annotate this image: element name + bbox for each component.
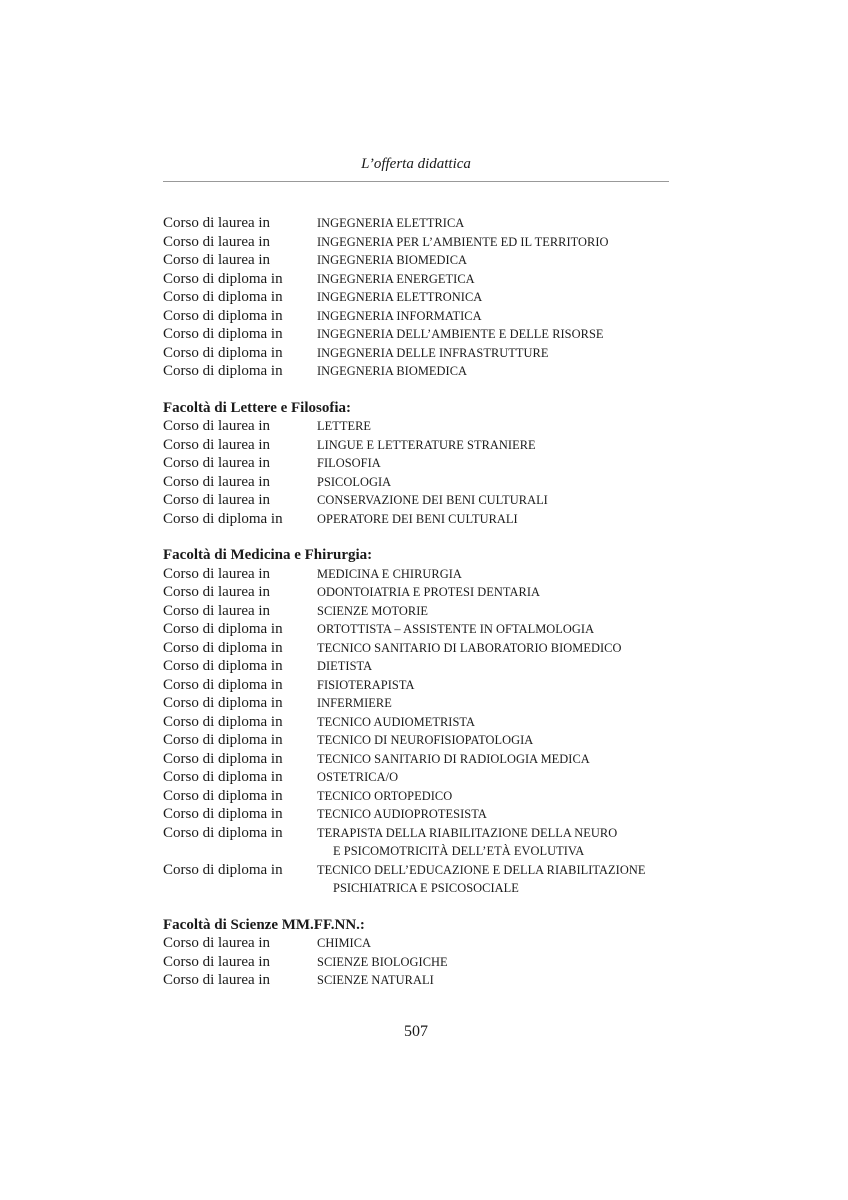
- course-type-label: Corso di diploma in: [163, 658, 283, 674]
- course-type-label: Corso di laurea in: [163, 233, 271, 250]
- course-row: [163, 934, 683, 953]
- course-name: [317, 417, 371, 436]
- faculty-heading: Facoltà di Scienze MM.FF.NN.:: [163, 916, 365, 933]
- course-name-line: ODONTOIATRIA E PROTESI DENTARIA: [317, 585, 541, 599]
- course-name: [317, 436, 536, 455]
- course-type-label: Corso di diploma in: [163, 824, 283, 841]
- course-name-line: LINGUE E LETTERATURE STRANIERE: [317, 437, 536, 452]
- course-row: [163, 491, 683, 510]
- course-name: [317, 454, 381, 473]
- course-name-line: ORTOTTISTA – ASSISTENTE IN OFTALMOLOGIA: [317, 622, 595, 636]
- course-row: [163, 750, 683, 769]
- course-name-line: TECNICO SANITARIO DI LABORATORIO BIOMEDICO: [317, 640, 622, 655]
- course-name-continuation: E PSICOMOTRICITÀ DELL’ETÀ EVOLUTIVA: [333, 844, 585, 858]
- course-name-line: INGEGNERIA INFORMATICA: [317, 308, 482, 323]
- course-row: [163, 270, 683, 289]
- course-name-line: TECNICO ORTOPEDICO: [317, 788, 453, 803]
- course-row: [163, 694, 683, 713]
- course-name-line: CHIMICA: [317, 936, 372, 950]
- course-name: [317, 214, 464, 233]
- course-name: [317, 233, 609, 252]
- course-name: [317, 694, 392, 713]
- course-name: [317, 639, 621, 658]
- course-row: [163, 805, 683, 824]
- course-type-label: Corso di laurea in: [163, 935, 271, 951]
- course-name-line: SCIENZE NATURALI: [317, 973, 434, 987]
- course-row: [163, 620, 683, 639]
- course-row: [163, 454, 683, 473]
- course-name: [317, 713, 475, 732]
- course-row: [163, 473, 683, 492]
- course-name-line: INGEGNERIA BIOMEDICA: [317, 253, 468, 267]
- course-name-line: TECNICO SANITARIO DI RADIOLOGIA MEDICA: [317, 751, 590, 766]
- course-name: [317, 491, 548, 510]
- course-row: [163, 861, 683, 898]
- course-row: [163, 307, 683, 326]
- course-name-line: INGEGNERIA DELL’AMBIENTE E DELLE RISORSE: [317, 327, 604, 341]
- course-name-line: DIETISTA: [317, 659, 373, 673]
- course-name: [317, 602, 428, 621]
- course-row: [163, 657, 683, 676]
- course-type-label: Corso di diploma in: [163, 639, 283, 656]
- course-name-line: SCIENZE MOTORIE: [317, 603, 429, 618]
- course-type-label: Corso di diploma in: [163, 750, 283, 767]
- course-name-line: TECNICO AUDIOPROTESISTA: [317, 807, 487, 821]
- course-row: [163, 713, 683, 732]
- course-row: [163, 602, 683, 621]
- course-row: [163, 288, 683, 307]
- course-name-line: INGEGNERIA BIOMEDICA: [317, 364, 468, 378]
- course-name-line: SCIENZE BIOLOGICHE: [317, 954, 448, 969]
- course-name: [317, 861, 645, 898]
- course-row: [163, 953, 683, 972]
- course-name: [317, 934, 371, 953]
- course-type-label: Corso di laurea in: [163, 252, 271, 268]
- course-name-line: INFERMIERE: [317, 696, 392, 710]
- course-type-label: Corso di diploma in: [163, 861, 283, 878]
- course-type-label: Corso di diploma in: [163, 344, 283, 361]
- course-name: [317, 731, 533, 750]
- course-name: [317, 307, 482, 326]
- course-type-label: Corso di diploma in: [163, 769, 283, 785]
- course-name: [317, 805, 487, 824]
- course-name-line: INGEGNERIA ELETTRICA: [317, 216, 465, 230]
- course-row: [163, 233, 683, 252]
- course-name-line: INGEGNERIA ENERGETICA: [317, 271, 475, 286]
- course-name-line: INGEGNERIA ELETTRONICA: [317, 290, 483, 304]
- course-type-label: Corso di diploma in: [163, 787, 283, 804]
- course-name: [317, 251, 467, 270]
- course-type-label: Corso di diploma in: [163, 676, 283, 693]
- course-type-label: Corso di laurea in: [163, 473, 271, 490]
- course-name-line: TERAPISTA DELLA RIABILITAZIONE DELLA NEURO: [317, 825, 618, 840]
- course-name-line: FISIOTERAPISTA: [317, 677, 415, 692]
- course-type-label: Corso di diploma in: [163, 695, 283, 711]
- faculty-heading: Facoltà di Medicina e Fhirurgia:: [163, 547, 373, 563]
- course-name: [317, 288, 482, 307]
- course-type-label: Corso di laurea in: [163, 455, 271, 471]
- page-number: 507: [404, 1023, 428, 1040]
- course-name: [317, 362, 467, 381]
- course-type-label: Corso di diploma in: [163, 621, 283, 637]
- course-type-label: Corso di diploma in: [163, 307, 283, 324]
- course-name-line: LETTERE: [317, 419, 372, 433]
- course-type-label: Corso di laurea in: [163, 953, 271, 970]
- course-name: [317, 473, 391, 492]
- course-row: [163, 676, 683, 695]
- course-row: [163, 971, 683, 990]
- course-row: [163, 565, 683, 584]
- course-name: [317, 565, 462, 584]
- course-name: [317, 953, 448, 972]
- course-name-line: MEDICINA E CHIRURGIA: [317, 566, 462, 581]
- course-name-line: CONSERVAZIONE DEI BENI CULTURALI: [317, 493, 548, 507]
- course-name: [317, 657, 372, 676]
- course-type-label: Corso di diploma in: [163, 326, 283, 342]
- course-name-continuation: PSICHIATRICA E PSICOSOCIALE: [333, 881, 519, 895]
- course-type-label: Corso di laurea in: [163, 602, 271, 619]
- course-name: [317, 270, 475, 289]
- course-type-label: Corso di laurea in: [163, 972, 271, 988]
- course-row: [163, 325, 683, 344]
- course-row: [163, 583, 683, 602]
- course-type-label: Corso di diploma in: [163, 289, 283, 305]
- course-name: [317, 787, 452, 806]
- header-rule: [163, 181, 669, 182]
- course-name-line: OPERATORE DEI BENI CULTURALI: [317, 511, 518, 526]
- course-row: [163, 787, 683, 806]
- course-row: [163, 251, 683, 270]
- course-row: [163, 344, 683, 363]
- course-row: [163, 417, 683, 436]
- course-type-label: Corso di diploma in: [163, 806, 283, 822]
- course-name-line: TECNICO DELL’EDUCAZIONE E DELLA RIABILITAZIONE: [317, 862, 646, 877]
- course-type-label: Corso di laurea in: [163, 584, 271, 600]
- course-row: [163, 214, 683, 233]
- course-type-label: Corso di diploma in: [163, 510, 283, 527]
- course-row: [163, 362, 683, 381]
- course-name: [317, 676, 414, 695]
- course-row: [163, 768, 683, 787]
- course-name: [317, 768, 398, 787]
- course-row: [163, 639, 683, 658]
- course-name-line: FILOSOFIA: [317, 456, 381, 470]
- running-head: L’offerta didattica: [361, 156, 471, 172]
- course-row: [163, 824, 683, 861]
- course-name-line: PSICOLOGIA: [317, 474, 392, 489]
- course-name: [317, 971, 434, 990]
- course-row: [163, 510, 683, 529]
- course-name-line: INGEGNERIA DELLE INFRASTRUTTURE: [317, 345, 549, 360]
- course-type-label: Corso di diploma in: [163, 713, 283, 730]
- course-name-line: TECNICO AUDIOMETRISTA: [317, 714, 476, 729]
- course-type-label: Corso di laurea in: [163, 418, 271, 434]
- course-name: [317, 344, 548, 363]
- course-type-label: Corso di laurea in: [163, 215, 271, 231]
- course-name: [317, 325, 604, 344]
- faculty-heading: Facoltà di Lettere e Filosofia:: [163, 399, 351, 416]
- course-type-label: Corso di laurea in: [163, 492, 271, 508]
- course-name-line: INGEGNERIA PER L’AMBIENTE ED IL TERRITORIO: [317, 234, 609, 249]
- course-listing: [163, 214, 683, 990]
- course-name: [317, 620, 594, 639]
- course-name: [317, 824, 617, 861]
- course-name-line: TECNICO DI NEUROFISIOPATOLOGIA: [317, 733, 534, 747]
- course-type-label: Corso di laurea in: [163, 436, 271, 453]
- course-name: [317, 750, 590, 769]
- course-row: [163, 436, 683, 455]
- course-row: [163, 731, 683, 750]
- course-type-label: Corso di diploma in: [163, 363, 283, 379]
- course-type-label: Corso di diploma in: [163, 732, 283, 748]
- course-name: [317, 510, 518, 529]
- course-name-line: OSTETRICA/O: [317, 770, 399, 784]
- course-type-label: Corso di laurea in: [163, 565, 271, 582]
- course-name: [317, 583, 540, 602]
- course-type-label: Corso di diploma in: [163, 270, 283, 287]
